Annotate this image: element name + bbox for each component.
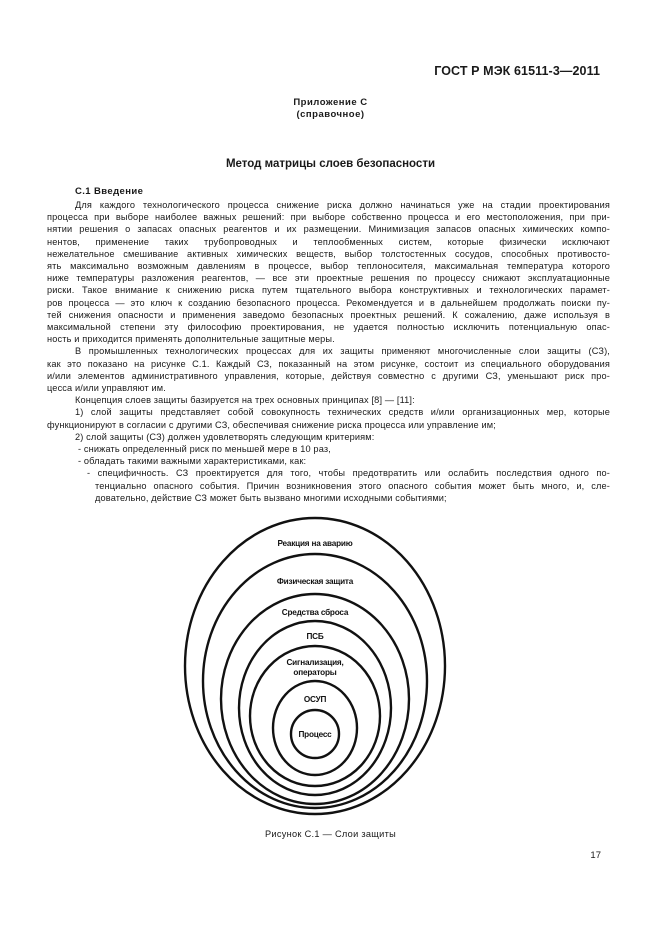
text-line: Для каждого технологического процесса снижение риска должно начинаться уже на стадии проектирования <box>75 200 610 210</box>
annex-subtitle: (справочное) <box>296 109 365 120</box>
text-line: - специфичность. СЗ проектируется для того, чтобы предотвратить или ослабить последствия одного по- <box>87 468 610 479</box>
label-process: Процесс <box>298 730 332 739</box>
label-emergency-response: Реакция на аварию <box>277 539 353 548</box>
paragraph-layers <box>47 345 610 394</box>
text-line: нятии решения о запасах опасных реагентов и их размещении. Минимизация запасов опасных химических компо- <box>47 224 610 235</box>
text-line: 1) слой защиты представляет собой совокупность технических средств и/или организационных мер, которые <box>75 407 610 418</box>
text-line: нентов, применение таких трубопроводных и теплообменных систем, которые физически исключают <box>47 236 610 247</box>
criteria-list <box>47 443 610 467</box>
specificity-item <box>47 467 610 504</box>
standard-code-header: ГОСТ Р МЭК 61511-3—2011 <box>434 64 600 78</box>
text-line: довательно, действие СЗ может быть вызвано многими исходными событиями; <box>95 492 447 503</box>
text-line: максимальной степени эту философию проектирования, не удается полностью исключить потенциальную опас- <box>47 322 610 333</box>
annex-title: Приложение С <box>293 97 368 108</box>
paragraph-intro <box>47 199 610 345</box>
list-item-1 <box>47 406 610 430</box>
label-sis: ПСБ <box>306 632 324 641</box>
text-line: и/или элементов административного управления, которые, действуя совместно с другими СЗ, уменьшают риск про- <box>47 370 610 381</box>
paragraph-principles <box>47 394 610 406</box>
text-line: риски. Такое внимание к снижению риска путем тщательного выбора конструктивных и технологических парамет- <box>47 285 610 296</box>
label-physical-protection: Физическая защита <box>276 577 354 586</box>
label-bpcs: ОСУП <box>303 695 327 704</box>
list-item-2 <box>47 431 610 443</box>
text-line: как это показано на рисунке С.1. Каждый СЗ, показанный на этом рисунке, состоит из специального оборудования <box>47 358 610 369</box>
label-operators: операторы <box>293 668 337 677</box>
label-alarms: Сигнализация, <box>286 658 344 667</box>
page-number: 17 <box>590 850 601 861</box>
text-line: В промышленных технологических процессах для их защиты применяют многочисленные слои защиты (СЗ), <box>75 346 610 357</box>
criteria-item: - снижать определенный риск по меньшей мере в 10 раз, <box>78 444 331 455</box>
text-line: процесса при выборе наиболее важных решений: при выборе собственно процесса и его местоположения, при при- <box>47 212 610 223</box>
layer-alarms-operators <box>250 646 380 786</box>
text-line: нежелательное смешивание активных химических веществ, выбор толстостенных сосудов, способных противосто- <box>47 248 610 259</box>
figure-caption: Рисунок С.1 — Слои защиты <box>264 829 396 839</box>
text-line: Концепция слоев защиты базируется на трех основных принципах [8] — [11]: <box>75 395 415 406</box>
label-relief-devices: Средства сброса <box>281 608 349 617</box>
section-heading: С.1 Введение <box>75 186 144 197</box>
text-line: тей снижения опасности и применения заведомо безопасных проектных решений. К сожалению, даже используя в <box>47 309 610 320</box>
document-title: Метод матрицы слоев безопасности <box>225 158 436 170</box>
protection-layers-figure <box>180 512 450 822</box>
criteria-item: - обладать такими важными характеристиками, как: <box>78 456 307 467</box>
nested-ellipses-diagram <box>180 512 450 822</box>
text-line: ров процесса — это ключ к созданию безопасного процесса. Рекомендуется и в дальнейшем продолжать поиски пу- <box>47 297 610 308</box>
annex-heading <box>0 97 661 121</box>
text-line: функционируют в согласии с другими СЗ, обеспечивая снижение риска процесса или управление им; <box>47 419 496 430</box>
text-line: ять максимально возможным давлениям в процессе, выбор теплоносителя, максимальная температура которого <box>47 261 610 272</box>
text-line: тенциально опасного события. Причин возникновения этого опасного события может быть много, и, сле- <box>95 480 610 491</box>
text-line: 2) слой защиты (СЗ) должен удовлетворять следующим критериям: <box>75 431 375 442</box>
text-line: цесса и/или управляют им. <box>47 383 166 394</box>
body-text <box>47 199 610 504</box>
text-line: ность и приходится применять дополнительные защитные меры. <box>47 334 335 345</box>
text-line: ниже температуры разложения реагентов, — все эти проектные решения по процессу снижают эксплуатационные <box>47 273 610 284</box>
